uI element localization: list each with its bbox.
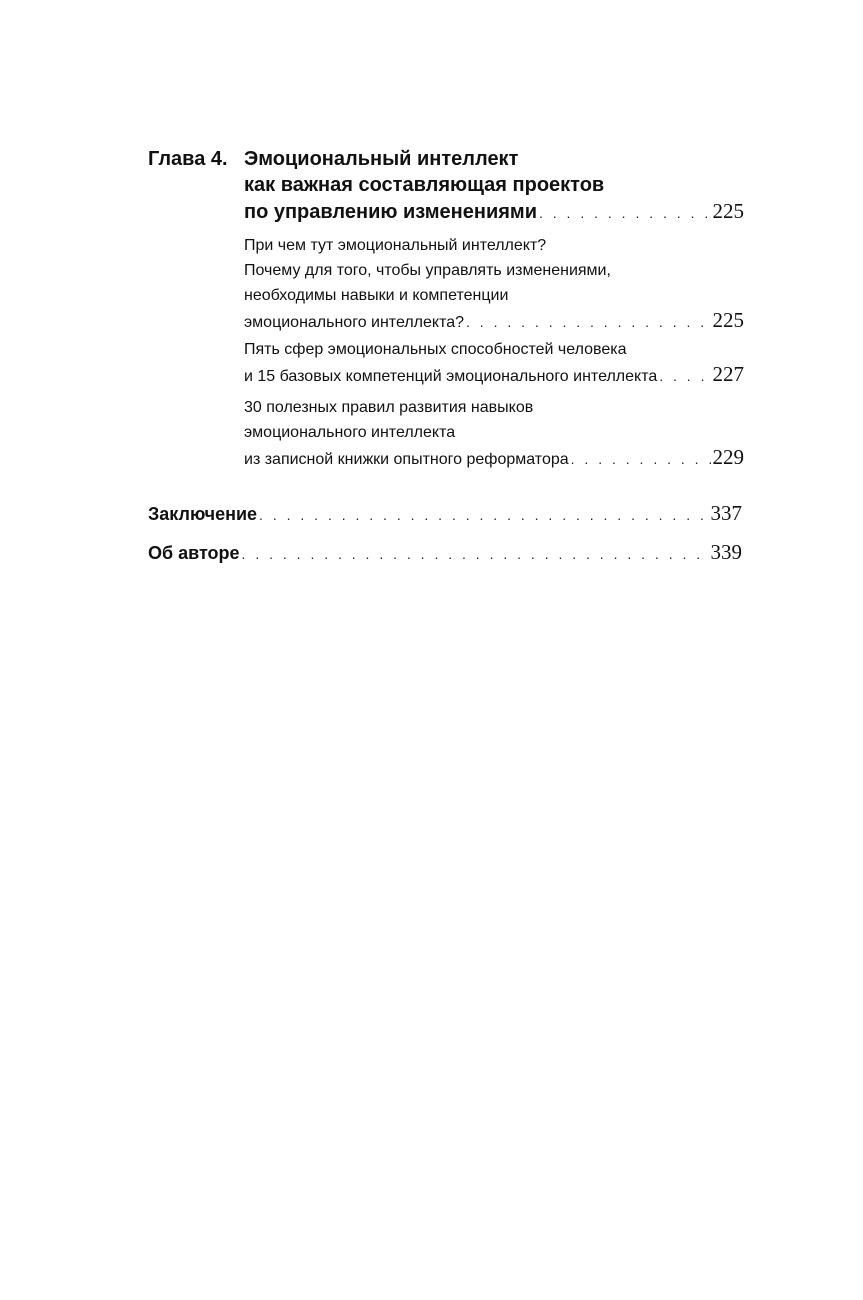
subsection-page-number: 229: [712, 445, 744, 469]
toc-entry-about-author: [148, 539, 742, 567]
subsection-line: необходимы навыки и компетенции: [244, 287, 509, 304]
chapter-title-line: Эмоциональный интеллект: [244, 148, 519, 170]
subsection-last-line: [244, 362, 744, 389]
chapter-title-line: как важная составляющая проектов: [244, 174, 605, 196]
dot-leader: [259, 502, 702, 528]
subsection-line: из записной книжки опытного реформатора: [244, 451, 569, 468]
toc-entry-page-number: 337: [710, 501, 742, 525]
dot-leader: [659, 364, 710, 389]
chapter-title-line: по управлению изменениями: [244, 201, 537, 223]
toc-entry-title: Заключение: [148, 504, 258, 524]
subsection-line: эмоционального интеллекта?: [244, 314, 465, 331]
dot-leader: [539, 200, 711, 226]
subsection-entry: [244, 395, 744, 472]
toc-entry-conclusion: [148, 500, 742, 528]
dot-leader: [466, 310, 710, 335]
subsection-line: эмоционального интеллекта: [244, 424, 456, 441]
subsection-line: При чем тут эмоциональный интеллект?: [244, 237, 547, 254]
subsection-line: 30 полезных правил развития навыков: [244, 399, 534, 416]
toc-entry-page-number: 339: [710, 540, 742, 564]
subsection-page-number: 227: [712, 362, 744, 386]
chapter-page-number: 225: [712, 199, 744, 223]
dot-leader: [571, 447, 711, 472]
dot-leader: [242, 541, 703, 567]
subsection-entry: [244, 233, 744, 335]
subsection-page-number: 225: [712, 308, 744, 332]
chapter-label: Глава 4.: [148, 148, 228, 170]
subsection-line: Пять сфер эмоциональных способностей человека: [244, 341, 627, 358]
subsection-entry: [244, 337, 744, 389]
subsection-last-line: [244, 445, 744, 472]
toc-entry-title: Об авторе: [148, 543, 240, 563]
subsection-last-line: [244, 308, 744, 335]
subsection-line: Почему для того, чтобы управлять изменениями,: [244, 262, 611, 279]
chapter-title-last-line: [244, 198, 744, 226]
chapter-title: [244, 146, 744, 226]
subsection-line: и 15 базовых компетенций эмоционального интеллекта: [244, 368, 658, 385]
